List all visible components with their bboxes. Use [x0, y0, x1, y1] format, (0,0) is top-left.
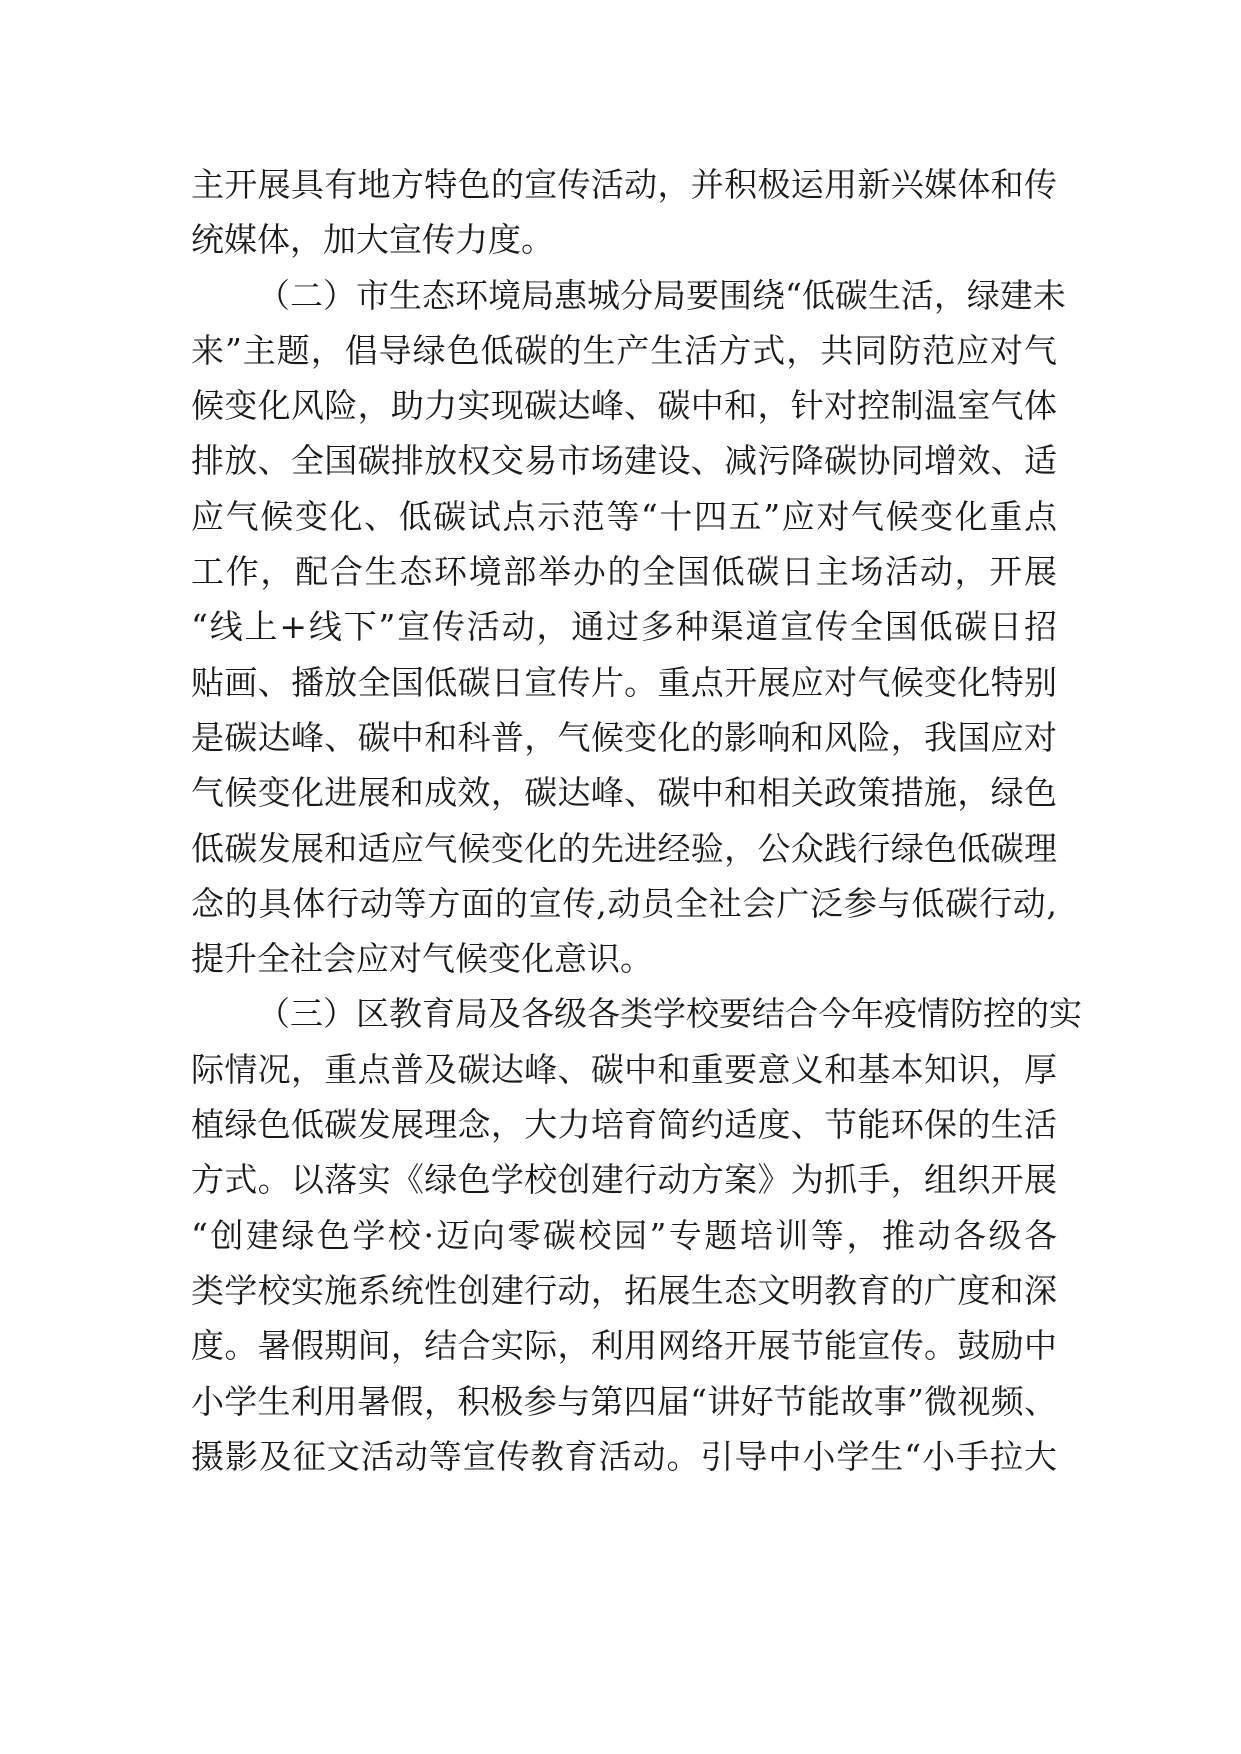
text-line: 排放、全国碳排放权交易市场建设、减污降碳协同增效、适	[191, 441, 1057, 481]
text-line: 统媒体，加大宣传力度。	[191, 220, 554, 260]
text-line: 念的具体行动等方面的宣传,动员全社会广泛参与低碳行动,	[191, 883, 1057, 923]
text-line: 小学生利用暑假，积极参与第四届“讲好节能故事”微视频、	[191, 1381, 1057, 1421]
text-line: 方式。以落实《绿色学校创建行动方案》为抓手，组织开展	[191, 1160, 1057, 1200]
text-line: 摄影及征文活动等宣传教育活动。引导中小学生“小手拉大	[191, 1436, 1057, 1476]
text-line: 类学校实施系统性创建行动，拓展生态文明教育的广度和深	[191, 1270, 1057, 1310]
text-line: 际情况，重点普及碳达峰、碳中和重要意义和基本知识，厚	[191, 1049, 1057, 1089]
text-line: （二）市生态环境局惠城分局要围绕“低碳生活，绿建未	[257, 275, 1066, 315]
text-line: 度。暑假期间，结合实际，利用网络开展节能宣传。鼓励中	[191, 1326, 1057, 1366]
text-line: 应气候变化、低碳试点示范等“十四五”应对气候变化重点	[191, 496, 1057, 536]
text-line: 贴画、播放全国低碳日宣传片。重点开展应对气候变化特别	[191, 662, 1057, 702]
text-line: 工作，配合生态环境部举办的全国低碳日主场活动，开展	[191, 552, 1057, 592]
text-line: 主开展具有地方特色的宣传活动，并积极运用新兴媒体和传	[191, 165, 1057, 204]
text-line: 是碳达峰、碳中和科普，气候变化的影响和风险，我国应对	[191, 717, 1057, 757]
paragraph-1	[191, 157, 1057, 268]
text-line: 提升全社会应对气候变化意识。	[191, 939, 653, 979]
text-line: 低碳发展和适应气候变化的先进经验，公众践行绿色低碳理	[191, 828, 1057, 868]
paragraph-3	[191, 986, 1082, 1484]
document-body	[191, 157, 1082, 1484]
text-line: “线上+线下”宣传活动，通过多种渠道宣传全国低碳日招	[191, 607, 1057, 647]
paragraph-2	[191, 268, 1066, 987]
text-line: 气候变化进展和成效，碳达峰、碳中和相关政策措施，绿色	[191, 773, 1057, 813]
text-line: 植绿色低碳发展理念，大力培育简约适度、节能环保的生活	[191, 1105, 1057, 1145]
text-line: “创建绿色学校·迈向零碳校园”专题培训等，推动各级各	[191, 1215, 1057, 1255]
text-line: （三）区教育局及各级各类学校要结合今年疫情防控的实	[257, 994, 1082, 1034]
text-line: 候变化风险，助力实现碳达峰、碳中和，针对控制温室气体	[191, 386, 1057, 426]
text-line: 来”主题，倡导绿色低碳的生产生活方式，共同防范应对气	[191, 330, 1057, 370]
